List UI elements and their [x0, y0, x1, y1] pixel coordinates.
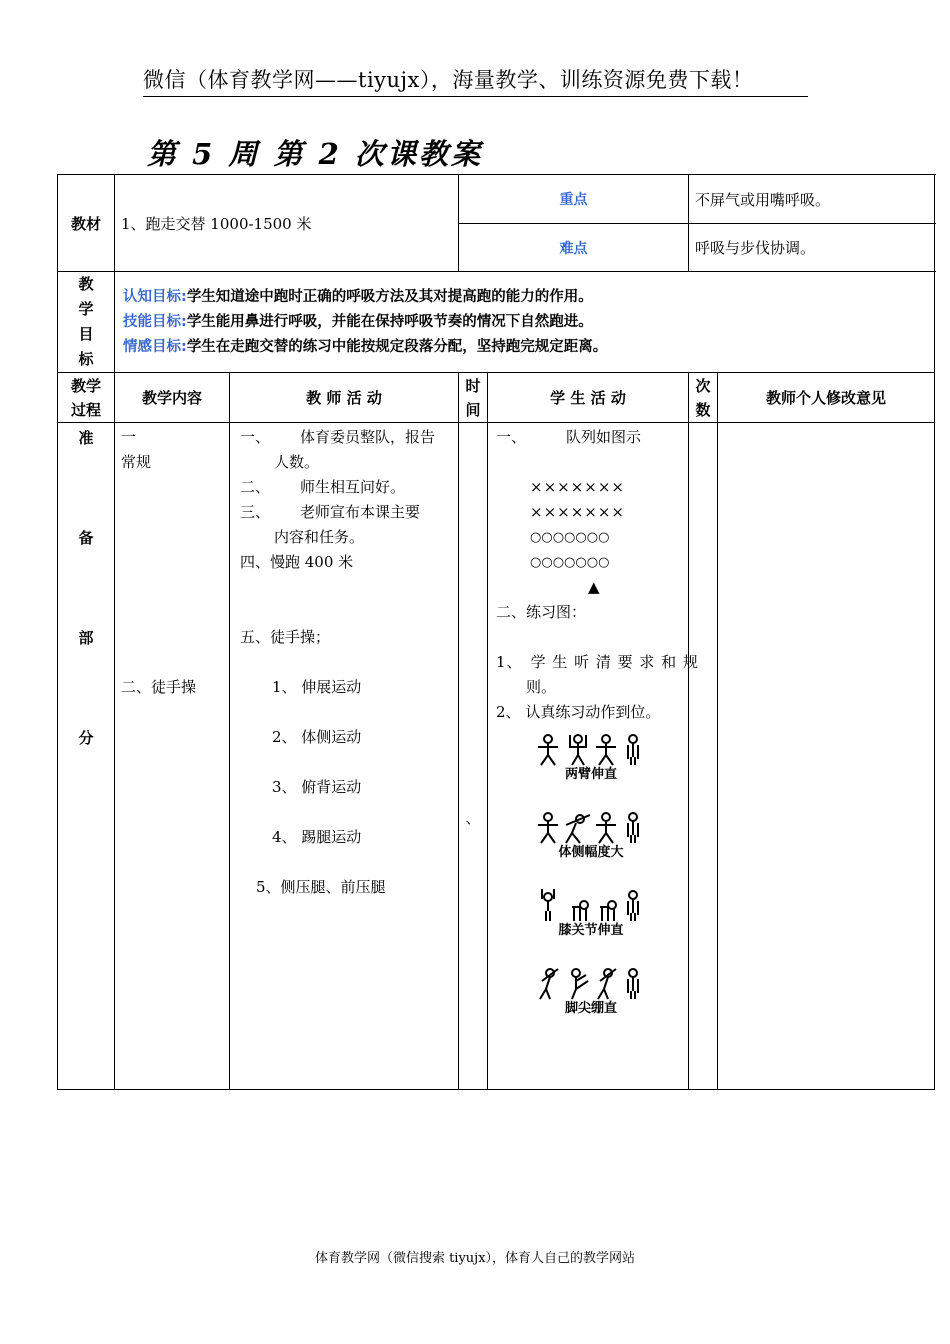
col-process: 教学 过程 [58, 373, 115, 423]
goal-affective: 情感目标:学生在走跑交替的练习中能按规定段落分配，坚持跑完规定距离。 [123, 338, 608, 355]
goals-list [115, 272, 935, 373]
col-time: 时 间 [459, 373, 488, 423]
exercise-figure-kick: 脚尖绷直 [516, 967, 666, 1017]
formation-row: ○○○○○○○ [530, 555, 610, 570]
formation-row: ××××××× [530, 503, 625, 521]
student-activity: 一、 队列如图示 ××××××× ××××××× ○○○○○○○ ○○○○○○○ ▲ 二、练习图： 1、 学 生 听 清 要 求 和 规 则。 2、 认真练习动作到位。 两臂伸直 体侧幅度大 膝关节伸直 脚尖绷直 [488, 423, 689, 1090]
teacher-marker: ▲ [588, 578, 600, 596]
count-cell [689, 423, 718, 1090]
difficulty-label: 难点 [459, 224, 689, 272]
material-label: 教材 [58, 175, 115, 272]
page-header: 微信（体育教学网——tiyujx），海量教学、训练资源免费下载！ [143, 64, 808, 97]
exercise-figure-knee: 膝关节伸直 [516, 889, 666, 939]
stick-figures-icon [536, 733, 646, 767]
time-cell: 、 [459, 423, 488, 1090]
goal-skill: 技能目标:学生能用鼻进行呼吸，并能在保持呼吸节奏的情况下自然跑进。 [123, 313, 593, 330]
formation-row: ××××××× [530, 478, 625, 496]
key-point-value: 不屏气或用嘴呼吸。 [689, 175, 935, 224]
goal-cognitive: 认知目标:学生知道途中跑时正确的呼吸方法及其对提高跑的能力的作用。 [123, 288, 593, 305]
page-title: 第 5 周 第 2 次课教案 [147, 137, 483, 171]
exercise-figure-side-bend: 体侧幅度大 [516, 811, 666, 861]
stick-figures-icon [536, 811, 646, 845]
stick-figures-icon [536, 889, 646, 923]
exercise-figure-arms: 两臂伸直 [516, 733, 666, 783]
col-student-activity: 学 生 活 动 [488, 373, 689, 423]
formation-row: ○○○○○○○ [530, 530, 610, 545]
section-content: 一 常规 二、徒手操 [115, 423, 230, 1090]
lesson-plan-table [57, 174, 935, 1090]
key-point-label: 重点 [459, 175, 689, 224]
col-teacher-activity: 教 师 活 动 [230, 373, 459, 423]
col-count: 次 数 [689, 373, 718, 423]
section-label: 准 备 部 分 [58, 423, 115, 1090]
stick-figures-icon [536, 967, 646, 1001]
teacher-activity: 一、 体育委员整队，报告 人数。 二、 师生相互问好。 三、 老师宣布本课主要 内容和任务。 四、慢跑 400 米 五、徒手操； 1、 伸展运动 2、 体侧运动 3、 俯背运动 4、 踢腿运动 5、侧压腿、前压腿 [230, 423, 459, 1090]
goals-label: 教 学 目 标 [58, 272, 115, 373]
page-footer: 体育教学网（微信搜索 tiyujx），体育人自己的教学网站 [314, 1251, 636, 1266]
notes-cell[interactable] [718, 423, 935, 1090]
material-value: 1、跑走交替 1000-1500 米 [115, 175, 459, 272]
difficulty-value: 呼吸与步伐协调。 [689, 224, 935, 272]
col-notes: 教师个人修改意见 [718, 373, 935, 423]
col-content: 教学内容 [115, 373, 230, 423]
